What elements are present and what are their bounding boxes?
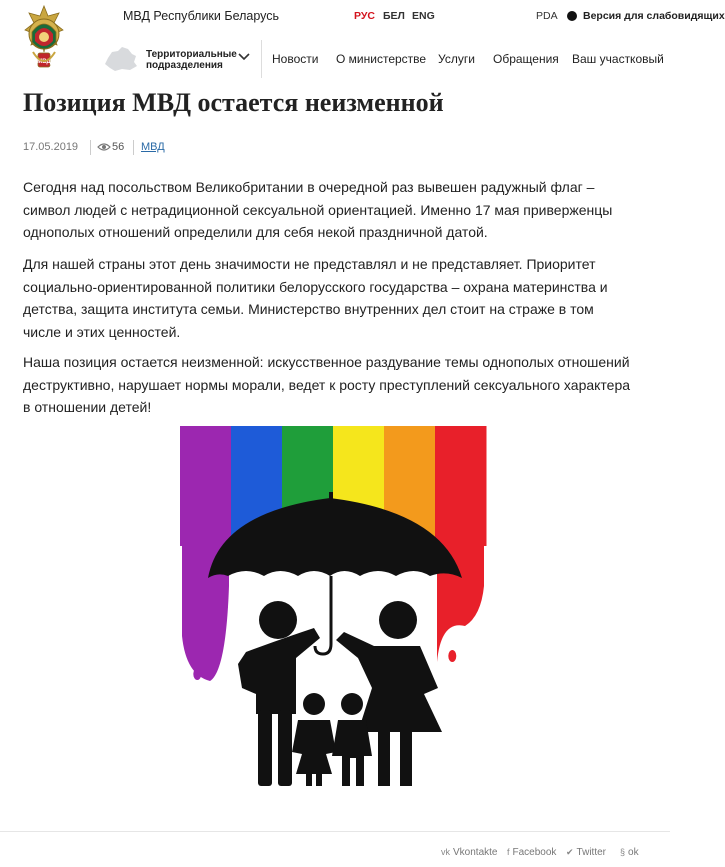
share-label: Vkontakte [453,847,498,858]
para-line: в отношении детей! [23,399,152,415]
nav-appeals[interactable]: Обращения [493,52,559,66]
para-line: Наша позиция остается неизменной: искусственное раздувание темы однополых отношений [23,354,630,370]
facebook-icon: f [507,847,510,857]
para-line: Для нашей страны этот день значимости не представлял и не представляет. Приоритет [23,256,596,272]
meta-divider [90,140,91,155]
share-vkontakte[interactable] [441,847,497,858]
share-label: Twitter [576,847,606,858]
para-line: символ людей с нетрадиционной сексуальной ориентацией. Именно 17 мая приверженцы [23,201,613,218]
site-name[interactable]: МВД Республики Беларусь [123,9,280,23]
nav-divider [261,40,262,78]
lang-en[interactable]: ENG [412,10,435,22]
para-line: однополых отношений определили для себя некой праздничной датой. [23,224,488,240]
article-meta [23,140,323,156]
chevron-down-icon[interactable] [238,52,250,62]
umbrella-handle [315,576,331,654]
para-line: деструктивно, нарушает нормы морали, ведет к росту преступлений сексуального характера [23,376,631,393]
eye-dot-icon[interactable] [567,11,577,21]
vision-impaired-link[interactable]: Версия для слабовидящих [583,10,725,22]
emblem-text: МВД [37,59,51,65]
paragraph-3 [23,351,653,419]
paragraph-2 [23,253,653,343]
girl-figure [292,693,336,786]
pda-link[interactable]: PDA [536,10,558,22]
share-twitter[interactable] [566,847,606,858]
territorial-units-menu[interactable] [146,49,237,71]
rainbow-umbrella-family-image [180,426,486,788]
share-label: ok [628,847,639,858]
rainbow-droplet [193,668,201,680]
para-line: детства, защита института семьи. Министерство внутренних дел стоит на страже в том [23,301,594,317]
territorial-line1: Территориальные [146,49,237,60]
rainbow-stripe [435,426,487,546]
top-bar [0,0,725,32]
footer-divider [0,831,670,832]
rainbow-droplet [448,650,456,662]
ok-icon: § [620,847,626,857]
lang-ru[interactable]: РУС [354,10,375,22]
main-navigation [0,32,670,87]
vk-icon: vk [441,847,450,857]
article-date: 17.05.2019 [23,141,79,153]
lang-be[interactable]: БЕЛ [383,10,405,22]
share-facebook[interactable] [507,847,556,858]
twitter-icon: ✔ [566,847,574,857]
paragraph-1 [23,176,653,244]
para-line: числе и этих ценностей. [23,323,181,340]
share-ok[interactable] [620,847,639,858]
nav-about-ministry[interactable]: О министерстве [336,52,427,66]
rainbow-stripe [180,426,232,546]
share-label: Facebook [512,847,557,858]
nav-services[interactable]: Услуги [438,52,475,66]
article-title: Позиция МВД остается неизменной [23,88,444,117]
umbrella-tip [329,492,333,502]
meta-divider [133,140,134,155]
para-line: социально-ориентированной политики белорусского государства – охрана материнства и [23,278,608,295]
article-tag[interactable]: МВД [141,141,165,153]
nav-news[interactable]: Новости [272,52,319,66]
eye-icon [97,142,111,152]
belarus-map-icon[interactable] [103,44,139,74]
nav-district-officer[interactable]: Ваш участковый [572,52,664,66]
view-count: 56 [112,141,125,153]
territorial-line2: подразделения [146,60,223,71]
para-line: Сегодня над посольством Великобритании в очередной раз вывешен радужный флаг – [23,179,595,195]
